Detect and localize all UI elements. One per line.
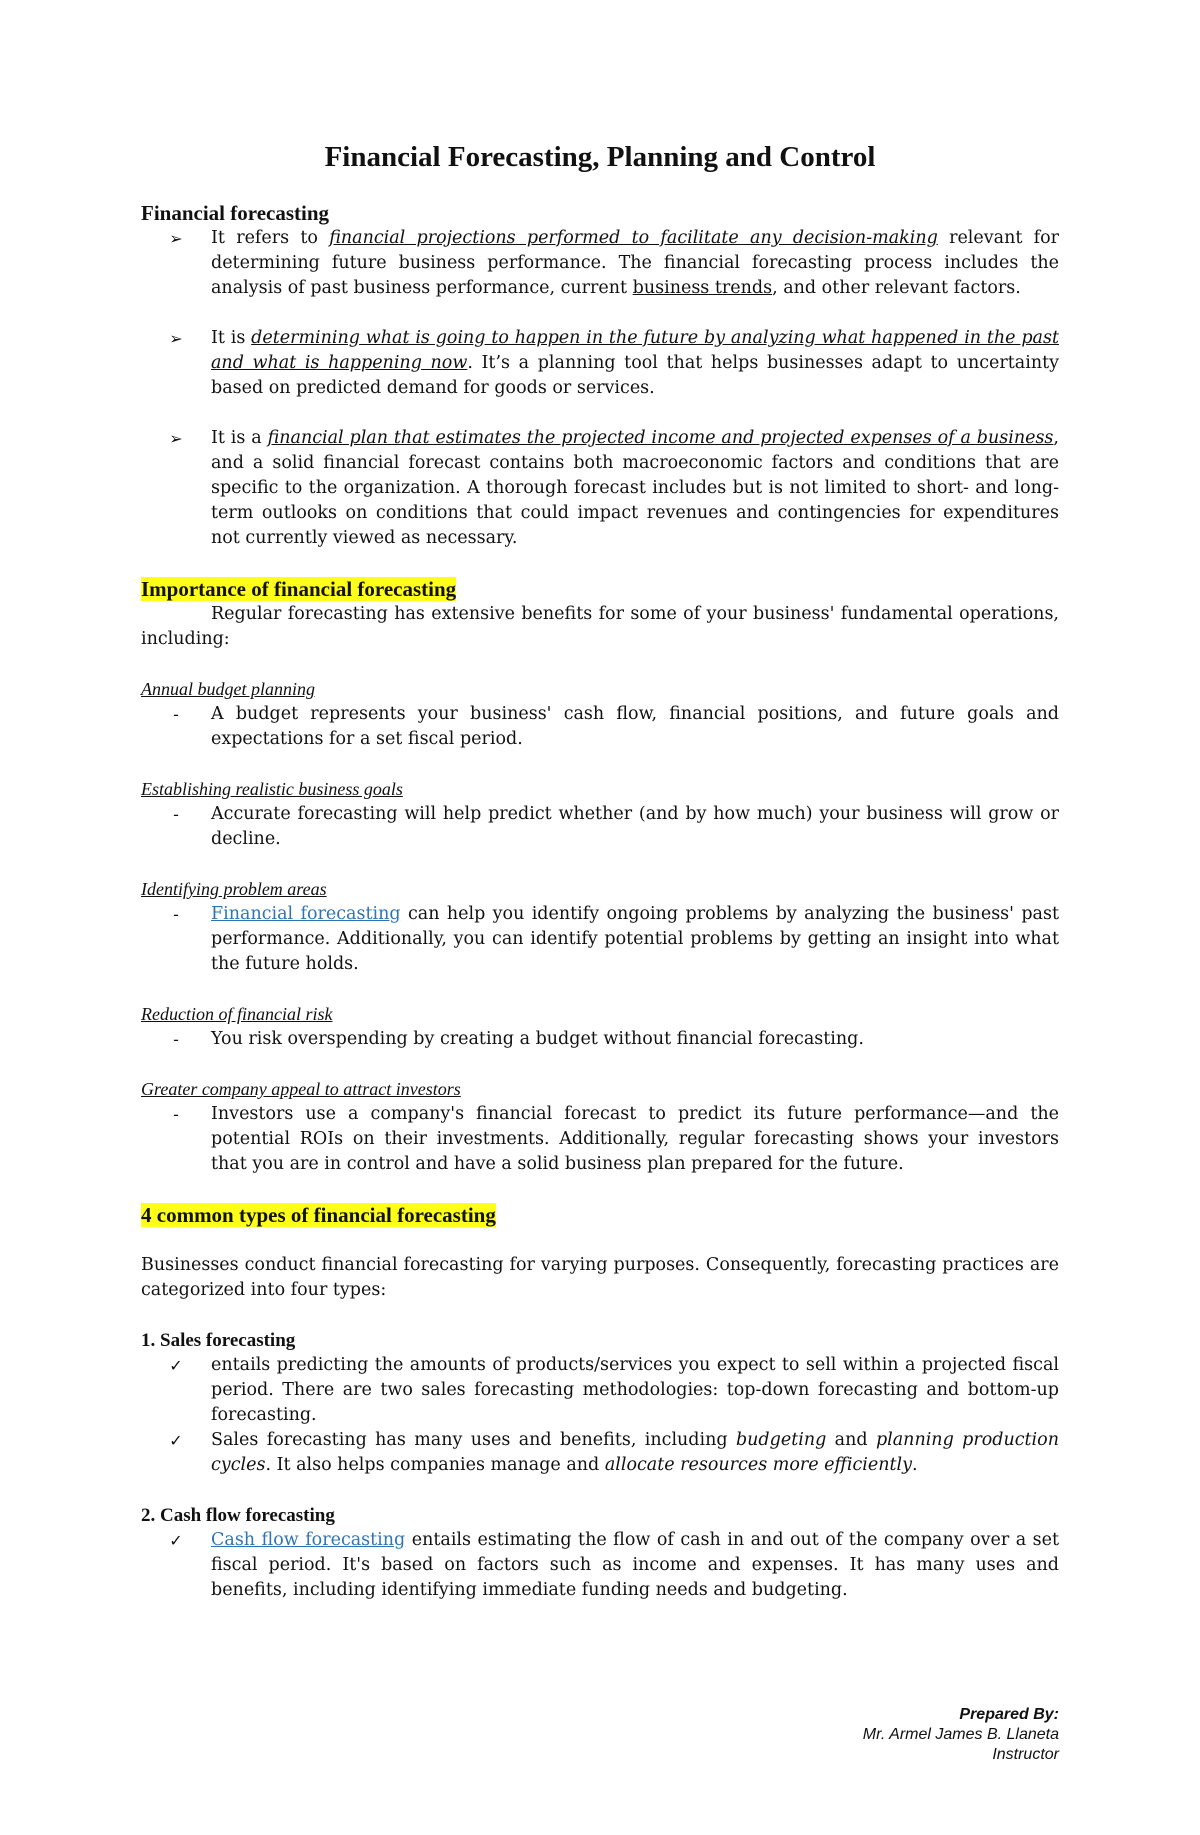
sales-bullet-1: ✓ entails predicting the amounts of products/services you expect to sell within a projected fiscal period. There are two sales forecasting methodologies: top-down forecasting and bottom-up forecasting.	[141, 1353, 1059, 1428]
sales-bullet-2: ✓ Sales forecasting has many uses and benefits, including budgeting and planning production cycles. It also helps companies manage and allocate resources more efficiently.	[141, 1428, 1059, 1478]
definition-bullet-2: ➢ It is determining what is going to happen in the future by analyzing what happened in the past and what is happening now. It’s a planning tool that helps businesses adapt to uncertainty based on predicted demand for goods or services.	[141, 326, 1059, 401]
emphasis-text: financial projections performed to facilitate any decision-making	[329, 228, 938, 248]
prepared-by-footer	[863, 1705, 1059, 1765]
cash-flow-forecasting-link[interactable]: Cash flow forecasting	[211, 1530, 406, 1550]
checkmark-icon: ✓	[169, 1531, 183, 1550]
dash-bullet-icon: -	[173, 1105, 179, 1124]
definition-bullet-3: ➢ It is a financial plan that estimates the projected income and projected expenses of a business, and a solid financial forecast contains both macroeconomic factors and conditions that are specific to the organization. A thorough forecast includes but is not limited to short- and long-term outlooks on conditions that could impact revenues and contingencies for expenditures not currently viewed as necessary.	[141, 426, 1059, 551]
document-page	[141, 140, 1059, 1603]
section-heading-importance: Importance of financial forecasting	[141, 577, 457, 601]
emphasis-text: financial plan that estimates the projected income and projected expenses of a business	[267, 428, 1054, 448]
importance-item: - A budget represents your business' cash flow, financial positions, and future goals and expectations for a set fiscal period.	[141, 702, 1059, 752]
importance-item-title: Establishing realistic business goals	[141, 779, 403, 799]
importance-item-title: Annual budget planning	[141, 679, 315, 699]
dash-bullet-icon: -	[173, 905, 179, 924]
dash-bullet-icon: -	[173, 705, 179, 724]
cash-flow-forecasting-heading: 2. Cash flow forecasting	[141, 1505, 335, 1526]
definition-bullet-1: ➢ It refers to financial projections performed to facilitate any decision-making relevant for determining future business performance. The financial forecasting process includes the analysis of past business performance, current business trends, and other relevant factors.	[141, 226, 1059, 301]
importance-item: - You risk overspending by creating a budget without financial forecasting.	[141, 1027, 1059, 1052]
author-role: Instructor	[992, 1746, 1059, 1763]
section-heading-types: 4 common types of financial forecasting	[141, 1203, 496, 1227]
importance-item: - Investors use a company's financial forecast to predict its future performance—and the potential ROIs on their investments. Additionally, regular forecasting shows your investors that you are in control and have a solid business plan prepared for the future.	[141, 1102, 1059, 1177]
arrow-bullet-icon: ➢	[169, 229, 183, 248]
types-intro: Businesses conduct financial forecasting for varying purposes. Consequently, forecasting practices are categorized into four types:	[141, 1255, 1059, 1300]
checkmark-icon: ✓	[169, 1431, 183, 1450]
sales-forecasting-heading: 1. Sales forecasting	[141, 1330, 296, 1351]
emphasis-text: determining what is going to happen in the future by analyzing what happened in the past and what is happening now	[211, 328, 1059, 373]
arrow-bullet-icon: ➢	[169, 429, 183, 448]
dash-bullet-icon: -	[173, 805, 179, 824]
cash-flow-bullet: ✓ Cash flow forecasting entails estimating the flow of cash in and out of the company over a set fiscal period. It's based on factors such as income and expenses. It has many uses and benefits, including identifying immediate funding needs and budgeting.	[141, 1528, 1059, 1603]
financial-forecasting-link[interactable]: Financial forecasting	[211, 904, 401, 924]
importance-item-title: Reduction of financial risk	[141, 1004, 333, 1024]
prepared-by-label: Prepared By:	[959, 1706, 1059, 1723]
importance-item: - Accurate forecasting will help predict whether (and by how much) your business will grow or decline.	[141, 802, 1059, 852]
importance-item: - Financial forecasting can help you identify ongoing problems by analyzing the business' past performance. Additionally, you can identify potential problems by getting an insight into what the future holds.	[141, 902, 1059, 977]
author-name: Mr. Armel James B. Llaneta	[862, 1726, 1059, 1743]
section-heading-financial-forecasting: Financial forecasting	[141, 201, 330, 225]
checkmark-icon: ✓	[169, 1356, 183, 1375]
page-title: Financial Forecasting, Planning and Control	[324, 141, 876, 173]
arrow-bullet-icon: ➢	[169, 329, 183, 348]
dash-bullet-icon: -	[173, 1030, 179, 1049]
importance-item-title: Identifying problem areas	[141, 879, 327, 899]
underlined-text: business trends	[632, 278, 773, 298]
importance-intro: Regular forecasting has extensive benefits for some of your business' fundamental operations, including:	[141, 604, 1059, 649]
importance-item-title: Greater company appeal to attract investors	[141, 1079, 461, 1099]
